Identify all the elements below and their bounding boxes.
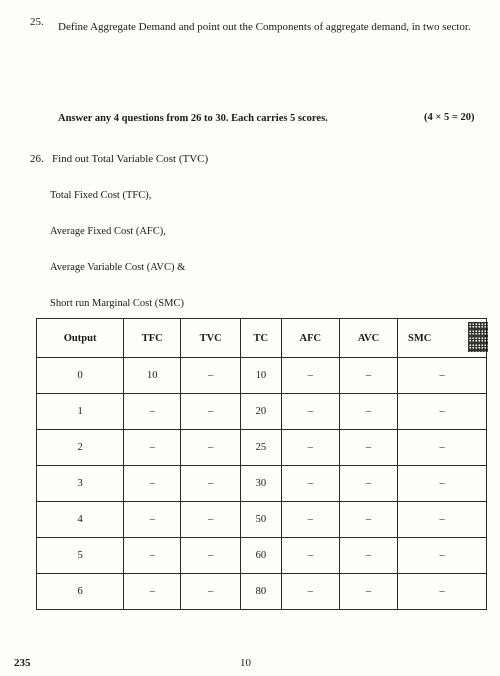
table-cell: – — [340, 394, 398, 430]
table-cell: – — [124, 502, 181, 538]
question-26-title: Find out Total Variable Cost (TVC) — [52, 153, 209, 165]
question-26-item: Short run Marginal Cost (SMC) — [50, 298, 184, 309]
table-cell: – — [398, 394, 487, 430]
table-cell: 4 — [37, 502, 124, 538]
question-26-item: Average Variable Cost (AVC) & — [50, 262, 186, 273]
question-25-text: Define Aggregate Demand and point out the Components of aggregate demand, in two sector. — [58, 21, 471, 33]
table-row — [37, 502, 487, 538]
column-header: AFC — [281, 319, 340, 358]
cost-table — [36, 318, 487, 610]
table-cell: – — [181, 394, 241, 430]
question-26-item: Average Fixed Cost (AFC), — [50, 226, 166, 237]
table-cell: – — [281, 574, 340, 610]
table-cell: 60 — [241, 538, 281, 574]
table-cell: – — [398, 358, 487, 394]
table-cell: 80 — [241, 574, 281, 610]
table-cell: – — [398, 466, 487, 502]
question-26-item: Total Fixed Cost (TFC), — [50, 190, 152, 201]
table-row — [37, 574, 487, 610]
table-cell: – — [398, 502, 487, 538]
section-marks: (4 × 5 = 20) — [424, 112, 475, 123]
table-cell: – — [181, 358, 241, 394]
table-cell: 0 — [37, 358, 124, 394]
section-instruction: Answer any 4 questions from 26 to 30. Each carries 5 scores. — [58, 113, 328, 124]
question-26-number: 26. — [30, 153, 44, 165]
table-cell: 3 — [37, 466, 124, 502]
table-cell: 1 — [37, 394, 124, 430]
table-cell: – — [124, 394, 181, 430]
table-cell: – — [124, 538, 181, 574]
table-cell: 10 — [241, 358, 281, 394]
question-25-number: 25. — [30, 16, 44, 28]
column-header: TC — [241, 319, 281, 358]
table-cell: – — [398, 574, 487, 610]
column-header: SMC — [398, 319, 487, 358]
table-cell: 30 — [241, 466, 281, 502]
table-cell: – — [281, 502, 340, 538]
column-header: TVC — [181, 319, 241, 358]
table-cell: – — [340, 538, 398, 574]
qr-code-icon — [468, 322, 488, 352]
table-row — [37, 430, 487, 466]
table-row — [37, 358, 487, 394]
table-row — [37, 394, 487, 430]
table-cell: – — [340, 502, 398, 538]
column-header: Output — [37, 319, 124, 358]
table-cell: – — [398, 538, 487, 574]
table-cell: 5 — [37, 538, 124, 574]
table-cell: – — [281, 538, 340, 574]
column-header: AVC — [340, 319, 398, 358]
page-number: 10 — [240, 657, 251, 669]
table-cell: – — [181, 538, 241, 574]
table-cell: – — [181, 574, 241, 610]
table-cell: – — [124, 574, 181, 610]
table-cell: – — [124, 430, 181, 466]
table-cell: – — [181, 502, 241, 538]
table-row — [37, 466, 487, 502]
table-cell: – — [340, 358, 398, 394]
table-cell: – — [398, 430, 487, 466]
table-cell: 10 — [124, 358, 181, 394]
table-cell: – — [124, 466, 181, 502]
table-cell: 25 — [241, 430, 281, 466]
table-cell: 50 — [241, 502, 281, 538]
table-cell: 2 — [37, 430, 124, 466]
table-cell: 20 — [241, 394, 281, 430]
column-header: TFC — [124, 319, 181, 358]
table-cell: – — [281, 394, 340, 430]
table-cell: – — [340, 466, 398, 502]
table-cell: – — [181, 430, 241, 466]
table-header-row — [37, 319, 487, 358]
table-cell: – — [340, 430, 398, 466]
table-cell: 6 — [37, 574, 124, 610]
paper-code: 235 — [14, 657, 31, 669]
table-cell: – — [181, 466, 241, 502]
table-cell: – — [281, 358, 340, 394]
table-row — [37, 538, 487, 574]
table-cell: – — [281, 466, 340, 502]
table-cell: – — [340, 574, 398, 610]
table-cell: – — [281, 430, 340, 466]
